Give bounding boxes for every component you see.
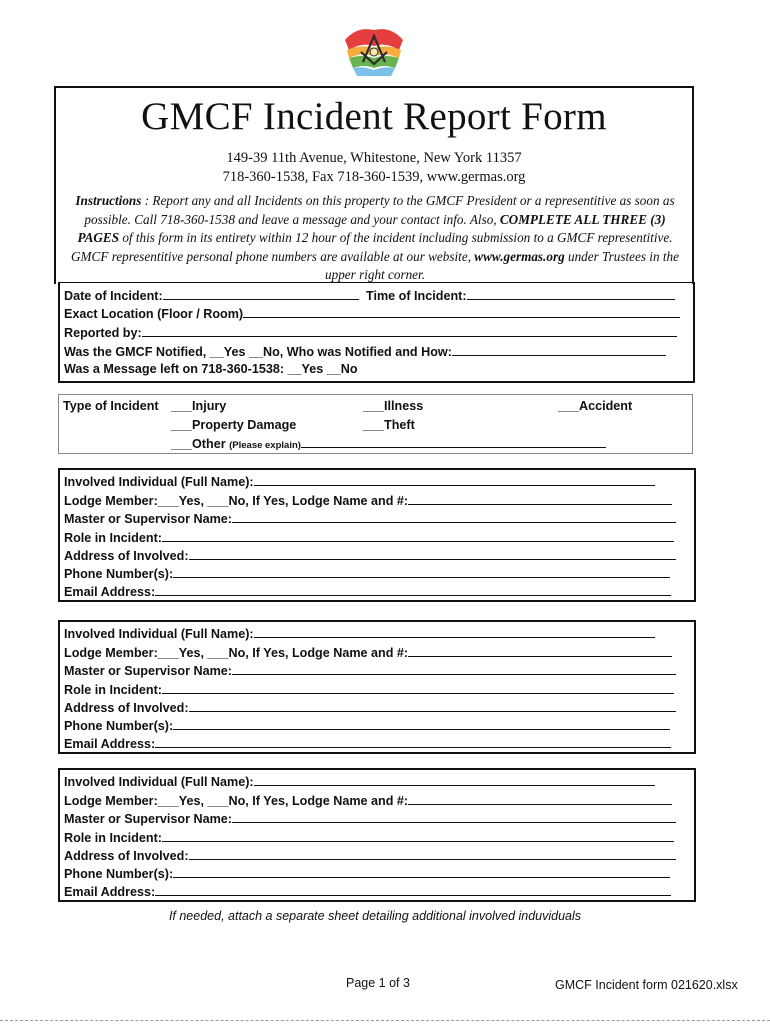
other-option[interactable]: ___Other xyxy=(171,437,226,451)
name-label: Involved Individual (Full Name): xyxy=(64,627,254,641)
lodge-field[interactable] xyxy=(408,492,672,505)
other-field[interactable] xyxy=(301,435,606,448)
role-row xyxy=(64,529,674,545)
email-field[interactable] xyxy=(155,883,671,896)
role-field[interactable] xyxy=(162,529,674,542)
involved-individual-3 xyxy=(58,768,696,902)
phone-field[interactable] xyxy=(173,717,670,730)
name-row xyxy=(64,473,655,489)
contact-line: 718-360-1538, Fax 718-360-1539, www.germas.org xyxy=(222,169,526,185)
name-row xyxy=(64,773,655,789)
lodge-field[interactable] xyxy=(408,792,672,805)
phone-field[interactable] xyxy=(173,865,670,878)
master-row xyxy=(64,510,676,526)
role-field[interactable] xyxy=(162,829,674,842)
phone-row xyxy=(64,717,670,733)
date-row xyxy=(64,287,359,303)
lodge-label: Lodge Member:___Yes, ___No, If Yes, Lodge Name and #: xyxy=(64,646,409,660)
phone-row xyxy=(64,565,670,581)
illness-option[interactable]: ___Illness xyxy=(363,399,424,413)
role-row xyxy=(64,681,674,697)
location-label: Exact Location (Floor / Room) xyxy=(64,307,244,321)
name-label: Involved Individual (Full Name): xyxy=(64,475,254,489)
lodge-label: Lodge Member:___Yes, ___No, If Yes, Lodge Name and #: xyxy=(64,794,409,808)
master-field[interactable] xyxy=(232,810,676,823)
address-label: Address of Involved: xyxy=(64,849,189,863)
email-field[interactable] xyxy=(155,735,671,748)
phone-label: Phone Number(s): xyxy=(64,567,174,581)
date-field[interactable] xyxy=(163,287,359,300)
name-field[interactable] xyxy=(254,473,655,486)
other-note: (Please explain) xyxy=(229,440,301,451)
address-field[interactable] xyxy=(189,699,676,712)
reported-label: Reported by: xyxy=(64,326,142,340)
instructions-text-1: : Report any and all Incidents on this property to the GMCF President or a representitive as soon as possible. Call 718-360-1538 and leave a message and your contact info. Also, xyxy=(84,193,675,227)
type-label: Type of Incident xyxy=(63,399,159,413)
instructions-text-2: of this form in its entirety within 12 hour of the incident including submission to a GMCF representitive. GMCF representitive personal phone numbers are available at our website, xyxy=(71,230,673,264)
address-field[interactable] xyxy=(189,547,676,560)
notified-field[interactable] xyxy=(452,343,666,356)
role-field[interactable] xyxy=(162,681,674,694)
phone-field[interactable] xyxy=(173,565,670,578)
file-name: GMCF Incident form 021620.xlsx xyxy=(555,978,738,992)
name-field[interactable] xyxy=(254,773,655,786)
email-label: Email Address: xyxy=(64,585,156,599)
other-row xyxy=(171,435,606,451)
time-field[interactable] xyxy=(467,287,675,300)
address-label: Address of Involved: xyxy=(64,549,189,563)
incident-info-section xyxy=(58,282,695,383)
scan-edge xyxy=(0,1020,770,1021)
lodge-row xyxy=(64,644,672,660)
address-label: Address of Involved: xyxy=(64,701,189,715)
involved-individual-2 xyxy=(58,620,696,754)
involved-individual-1 xyxy=(58,468,696,602)
master-row xyxy=(64,662,676,678)
incident-type-section xyxy=(58,394,693,454)
email-label: Email Address: xyxy=(64,885,156,899)
lodge-row xyxy=(64,792,672,808)
role-label: Role in Incident: xyxy=(64,531,162,545)
role-label: Role in Incident: xyxy=(64,831,162,845)
address-row xyxy=(64,699,676,715)
gmcf-logo-icon xyxy=(341,22,407,78)
notified-row xyxy=(64,343,666,359)
injury-option[interactable]: ___Injury xyxy=(171,399,227,413)
page-number: Page 1 of 3 xyxy=(346,976,410,990)
instructions-bold-1: COMPLETE ALL THREE (3) PAGES xyxy=(77,211,666,246)
master-field[interactable] xyxy=(232,662,676,675)
instructions xyxy=(66,192,684,285)
page-title: GMCF Incident Report Form xyxy=(141,95,607,138)
header-box xyxy=(54,86,694,284)
master-label: Master or Supervisor Name: xyxy=(64,812,232,826)
name-field[interactable] xyxy=(254,625,655,638)
email-row xyxy=(64,735,671,751)
accident-option[interactable]: ___Accident xyxy=(558,399,633,413)
lodge-row xyxy=(64,492,672,508)
instructions-text-3: under Trustees in the upper right corner. xyxy=(325,248,679,283)
instructions-website: www.germas.org xyxy=(474,248,565,264)
address-field[interactable] xyxy=(189,847,676,860)
message-row xyxy=(64,362,358,376)
master-field[interactable] xyxy=(232,510,676,523)
email-row xyxy=(64,583,671,599)
phone-row xyxy=(64,865,670,881)
time-row xyxy=(366,287,675,303)
additional-sheet-note: If needed, attach a separate sheet detailing additional involved induviduals xyxy=(168,909,582,923)
phone-label: Phone Number(s): xyxy=(64,867,174,881)
date-label: Date of Incident: xyxy=(64,289,163,303)
role-label: Role in Incident: xyxy=(64,683,162,697)
master-label: Master or Supervisor Name: xyxy=(64,664,232,678)
property-damage-option[interactable]: ___Property Damage xyxy=(171,418,297,432)
name-row xyxy=(64,625,655,641)
email-field[interactable] xyxy=(155,583,671,596)
instructions-label: Instructions xyxy=(75,193,142,208)
address-row xyxy=(64,847,676,863)
role-row xyxy=(64,829,674,845)
theft-option[interactable]: ___Theft xyxy=(363,418,415,432)
notified-label: Was the GMCF Notified, __Yes __No, Who was Notified and How: xyxy=(64,345,452,359)
message-label: Was a Message left on 718-360-1538: __Yes __No xyxy=(64,362,358,376)
phone-label: Phone Number(s): xyxy=(64,719,174,733)
master-row xyxy=(64,810,676,826)
email-row xyxy=(64,883,671,899)
location-field[interactable] xyxy=(243,305,680,318)
reported-row xyxy=(64,324,677,340)
name-label: Involved Individual (Full Name): xyxy=(64,775,254,789)
address-line: 149-39 11th Avenue, Whitestone, New York 11357 xyxy=(226,150,522,166)
location-row xyxy=(64,305,680,321)
email-label: Email Address: xyxy=(64,737,156,751)
master-label: Master or Supervisor Name: xyxy=(64,512,232,526)
address-row xyxy=(64,547,676,563)
time-label: Time of Incident: xyxy=(366,289,467,303)
reported-field[interactable] xyxy=(142,324,677,337)
lodge-field[interactable] xyxy=(408,644,672,657)
lodge-label: Lodge Member:___Yes, ___No, If Yes, Lodge Name and #: xyxy=(64,494,409,508)
